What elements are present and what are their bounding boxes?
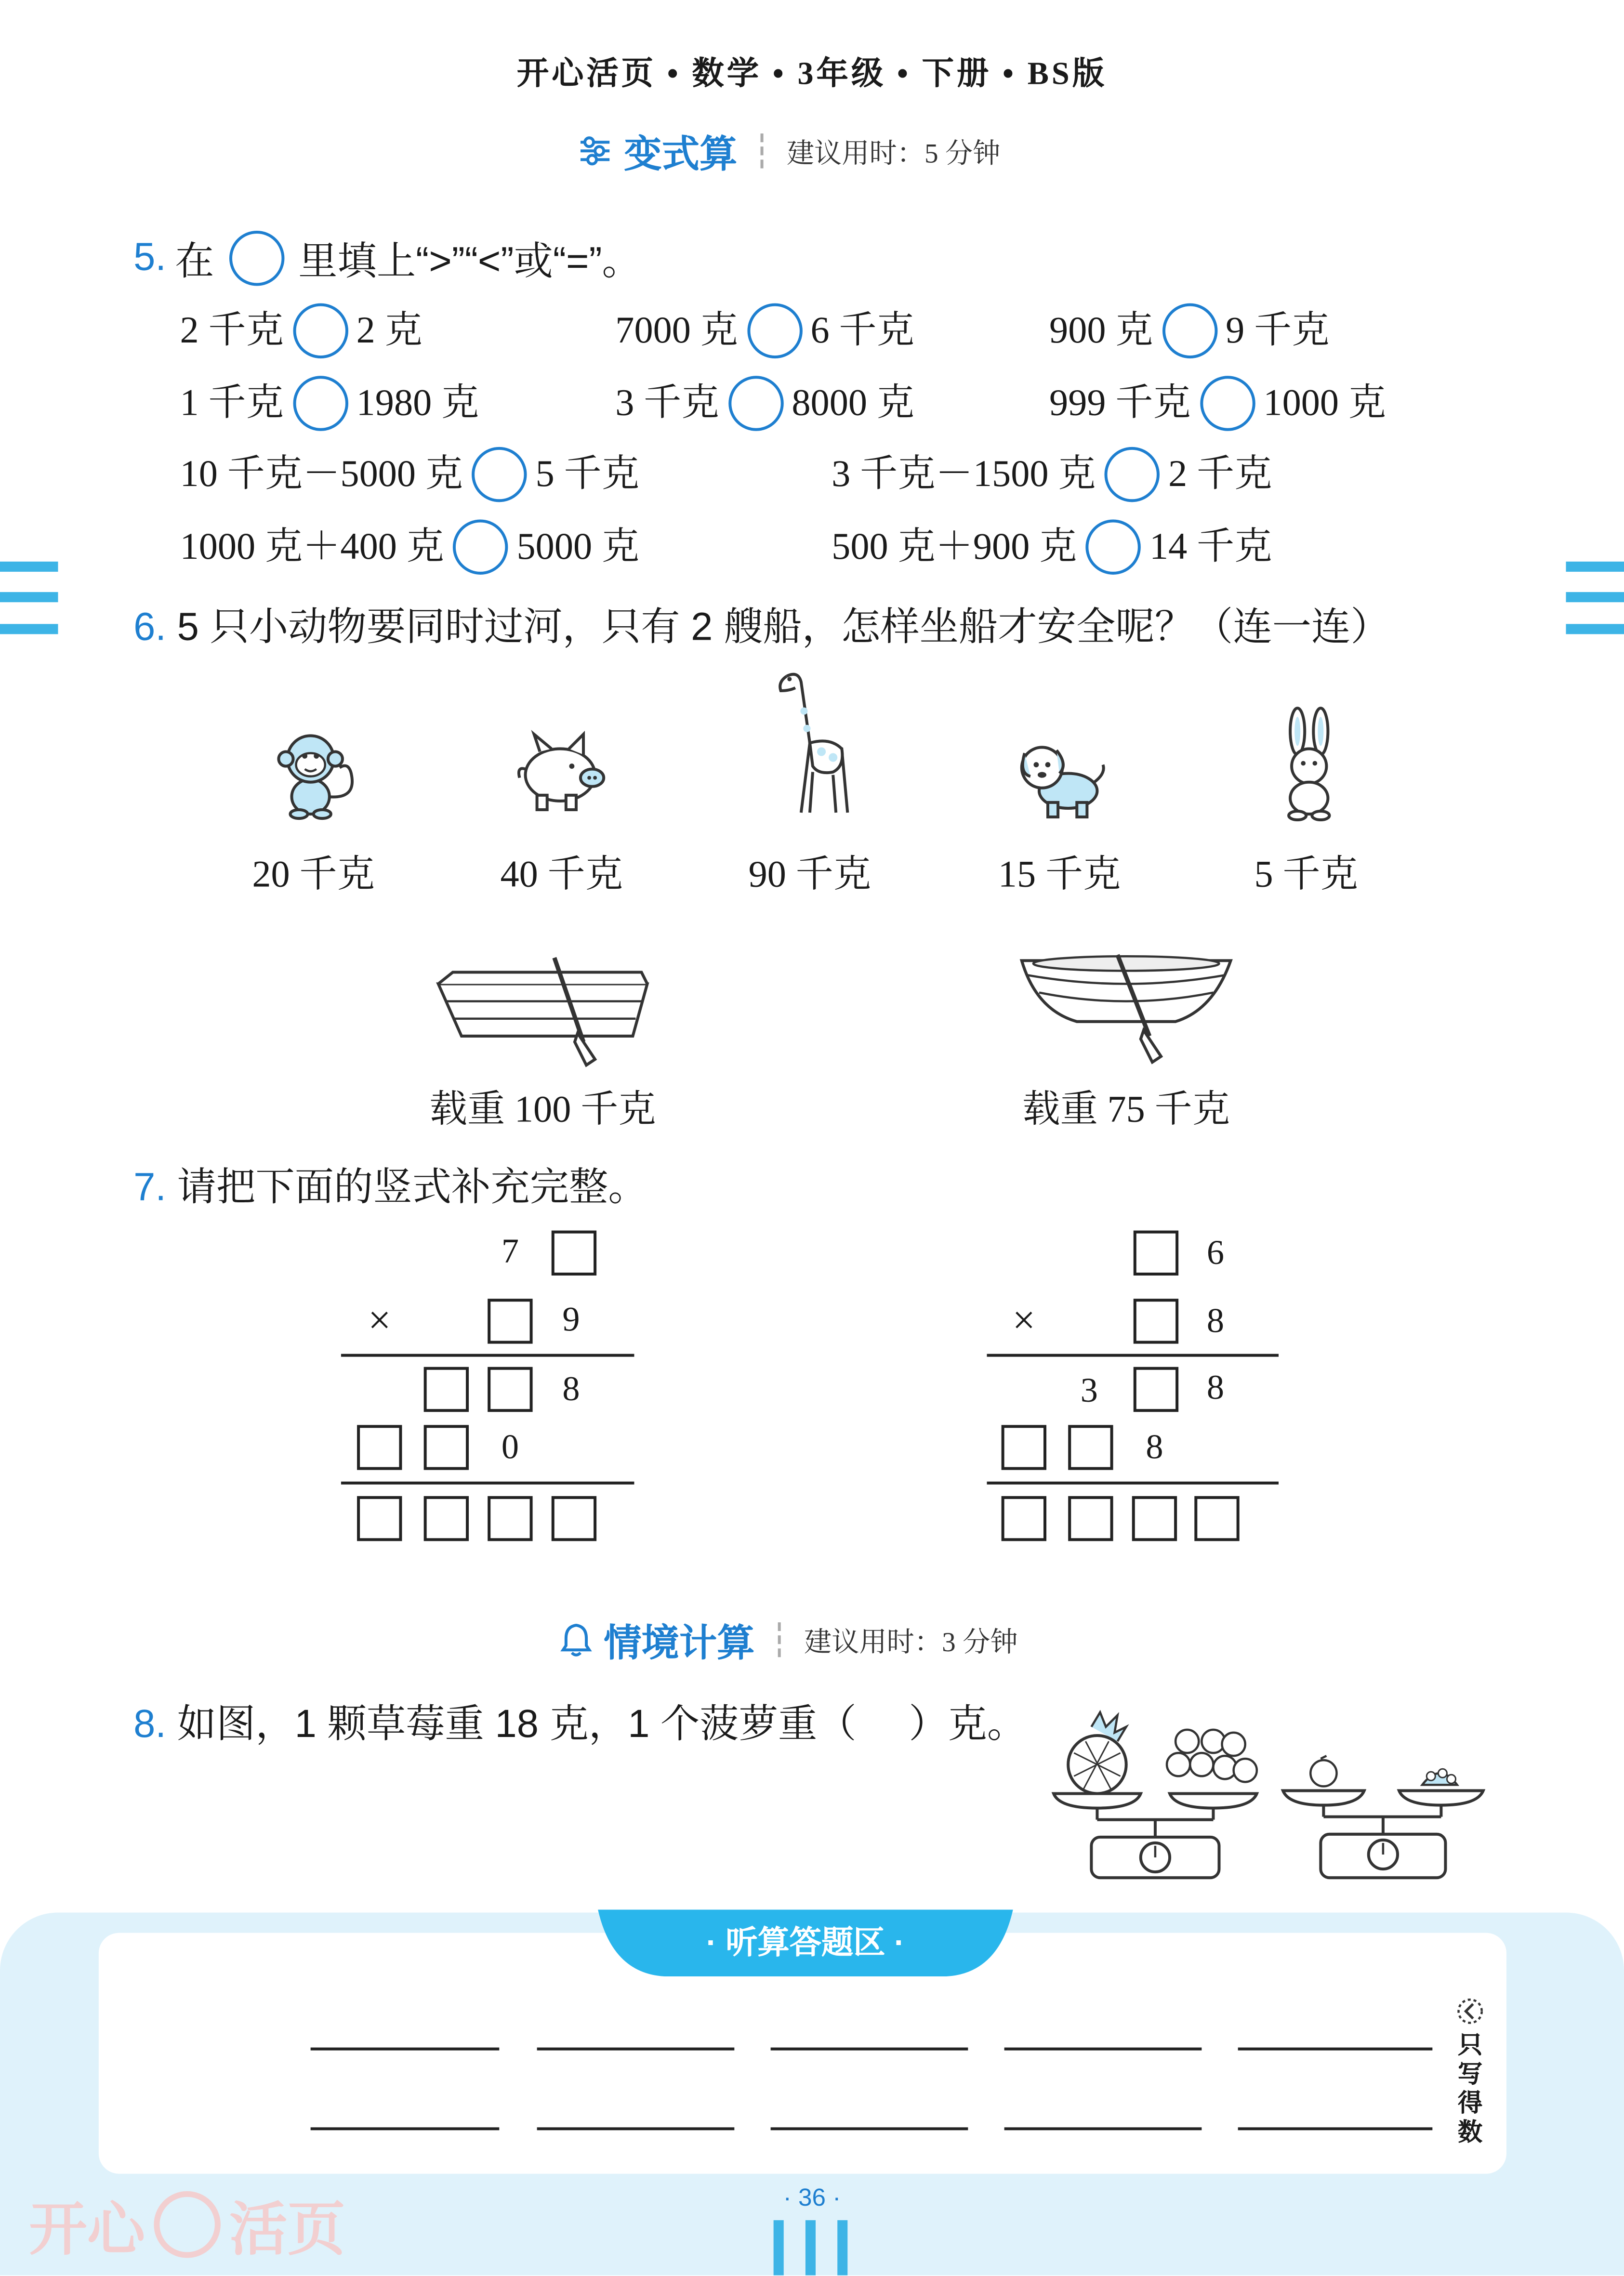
compare-item — [180, 374, 479, 433]
rule-line — [987, 1354, 1279, 1357]
answer-line[interactable] — [1238, 2127, 1433, 2130]
digit-box[interactable] — [1194, 1496, 1239, 1541]
compare-right: 14 千克 — [1149, 525, 1272, 567]
digit-box[interactable] — [1068, 1496, 1113, 1541]
digit-box[interactable] — [1132, 1496, 1177, 1541]
boat-load: 载重 100 千克 — [429, 1088, 656, 1131]
logo-emblem-icon — [154, 2191, 221, 2258]
question-7 — [133, 1155, 647, 1211]
digit: 8 — [1206, 1303, 1225, 1341]
compare-left: 2 千克 — [180, 309, 284, 352]
compare-item — [832, 446, 1272, 504]
compare-left: 7000 克 — [615, 309, 738, 352]
page-number: · 36 · — [783, 2184, 841, 2212]
answer-line[interactable] — [311, 2048, 500, 2051]
digit-box[interactable] — [357, 1496, 402, 1541]
brand-logo-text: 活页 — [229, 2197, 345, 2262]
answer-circle[interactable] — [1085, 519, 1140, 574]
question-number: 8. — [133, 1702, 167, 1746]
answer-circle[interactable] — [229, 230, 284, 285]
section-title-text: 变式算 — [624, 131, 738, 175]
digit-box[interactable] — [552, 1496, 596, 1541]
compare-item — [1049, 302, 1330, 360]
compare-item — [180, 446, 640, 504]
digit-box[interactable] — [552, 1231, 596, 1276]
rule-line — [341, 1482, 634, 1485]
question-text: 里填上“>”“<”或“=”。 — [298, 239, 641, 283]
answer-line[interactable] — [1238, 2048, 1433, 2051]
compare-left: 999 千克 — [1049, 382, 1191, 424]
animal-weight: 90 千克 — [748, 853, 871, 895]
page-header: 开心活页 • 数学 • 3年级 • 下册 • BS版 — [516, 55, 1108, 92]
animal-weight: 15 千克 — [998, 853, 1121, 895]
digit: 8 — [1146, 1429, 1163, 1467]
digit-box[interactable] — [488, 1496, 532, 1541]
compare-left: 1000 克＋400 克 — [180, 525, 444, 567]
answer-line[interactable] — [1004, 2127, 1202, 2130]
arrow-left-icon — [1456, 1997, 1485, 2026]
digit-box[interactable] — [1068, 1425, 1113, 1470]
slider-icon — [578, 133, 612, 168]
digit: 6 — [1206, 1235, 1225, 1273]
answer-circle[interactable] — [292, 376, 347, 431]
compare-right: 1980 克 — [356, 382, 479, 424]
compare-item — [615, 374, 914, 433]
side-note: 只写得数 — [1458, 2031, 1483, 2146]
question-text: ）克。 — [909, 1702, 1027, 1746]
answer-line[interactable] — [771, 2127, 968, 2130]
compare-right: 8000 克 — [792, 382, 914, 424]
pig-icon — [511, 723, 615, 818]
scale-pineapple-oranges-icon — [1045, 1710, 1266, 1884]
section-title-variant — [578, 125, 1000, 177]
answer-area-title: · 听算答题区 · — [706, 1924, 905, 1960]
digit-box[interactable] — [424, 1425, 469, 1470]
answer-circle[interactable] — [1105, 447, 1160, 502]
answer-line[interactable] — [311, 2127, 500, 2130]
rule-line — [987, 1482, 1279, 1485]
digit-box[interactable] — [1002, 1496, 1046, 1541]
giraffe-icon — [766, 668, 862, 818]
compare-left: 900 克 — [1049, 309, 1153, 352]
digit-box[interactable] — [1134, 1299, 1178, 1343]
section-title-text: 情境计算 — [604, 1620, 755, 1664]
answer-line[interactable] — [537, 2127, 735, 2130]
digit: 8 — [562, 1371, 580, 1409]
compare-right: 5000 克 — [516, 525, 640, 567]
compare-item — [180, 518, 640, 576]
digit: 8 — [1206, 1369, 1225, 1408]
question-5 — [133, 229, 641, 286]
bell-icon — [560, 1622, 592, 1657]
question-number: 6. — [133, 605, 167, 649]
answer-circle[interactable] — [472, 447, 527, 502]
dog-icon — [1010, 733, 1112, 823]
animal-weight: 20 千克 — [252, 853, 375, 895]
compare-item — [1049, 374, 1386, 433]
question-text: 5 只小动物要同时过河，只有 2 艘船，怎样坐船才安全呢？（连一连） — [177, 605, 1390, 649]
boat-icon — [1016, 949, 1237, 1065]
digit-box[interactable] — [1134, 1231, 1178, 1276]
compare-right: 2 克 — [356, 309, 423, 352]
times-sign: × — [1012, 1299, 1036, 1344]
compare-item — [180, 302, 423, 360]
compare-right: 9 千克 — [1226, 309, 1330, 352]
answer-line[interactable] — [771, 2048, 968, 2051]
answer-circle[interactable] — [747, 303, 802, 358]
digit-box[interactable] — [424, 1367, 469, 1412]
compare-right: 5 千克 — [535, 452, 640, 495]
compare-left: 1 千克 — [180, 382, 284, 424]
times-sign: × — [368, 1299, 391, 1344]
question-text: 请把下面的竖式补充完整。 — [177, 1165, 647, 1209]
compare-left: 500 克＋900 克 — [832, 525, 1077, 567]
question-6 — [133, 595, 1390, 651]
digit-box[interactable] — [424, 1496, 469, 1541]
scale-orange-strawberries-icon — [1277, 1741, 1495, 1883]
question-number: 7. — [133, 1165, 167, 1209]
answer-circle[interactable] — [728, 376, 783, 431]
brand-logo — [29, 2185, 345, 2264]
section-divider — [778, 1622, 781, 1657]
digit: 7 — [501, 1233, 519, 1271]
time-hint: 建议用时：3 分钟 — [804, 1627, 1018, 1658]
digit-box[interactable] — [357, 1425, 402, 1470]
time-hint: 建议用时：5 分钟 — [786, 138, 1001, 169]
digit-box[interactable] — [1002, 1425, 1046, 1470]
answer-circle[interactable] — [1162, 303, 1217, 358]
boat-load: 载重 75 千克 — [1022, 1088, 1230, 1131]
compare-item — [832, 518, 1272, 576]
answer-line[interactable] — [537, 2048, 735, 2051]
answer-circle[interactable] — [453, 519, 508, 574]
question-number: 5. — [133, 235, 167, 279]
answer-circle[interactable] — [292, 303, 347, 358]
compare-right: 6 千克 — [810, 309, 914, 352]
digit-box[interactable] — [1134, 1367, 1178, 1412]
question-8 — [133, 1692, 1026, 1749]
question-text: 在 — [175, 239, 214, 283]
answer-line[interactable] — [1004, 2048, 1202, 2051]
digit-box[interactable] — [488, 1367, 532, 1412]
question-text: 如图，1 颗草莓重 18 克，1 个菠萝重（ — [177, 1702, 857, 1746]
section-title-situation — [560, 1614, 1018, 1666]
answer-circle[interactable] — [1200, 376, 1254, 431]
animal-weight: 5 千克 — [1254, 853, 1358, 895]
animal-weight: 40 千克 — [500, 853, 623, 895]
monkey-icon — [261, 721, 366, 826]
digit: 9 — [562, 1302, 580, 1340]
digit: 3 — [1080, 1372, 1098, 1411]
compare-right: 1000 克 — [1263, 382, 1386, 424]
section-divider — [761, 133, 764, 168]
compare-left: 10 千克－5000 克 — [180, 452, 463, 495]
rule-line — [341, 1354, 634, 1357]
boat-icon — [433, 952, 653, 1068]
compare-left: 3 千克 — [615, 382, 719, 424]
compare-left: 3 千克－1500 克 — [832, 452, 1096, 495]
compare-item — [615, 302, 914, 360]
brand-logo-text: 开心 — [29, 2197, 145, 2262]
rabbit-icon — [1271, 705, 1347, 821]
digit-box[interactable] — [488, 1299, 532, 1343]
digit: 0 — [501, 1429, 519, 1467]
compare-right: 2 千克 — [1168, 452, 1272, 495]
